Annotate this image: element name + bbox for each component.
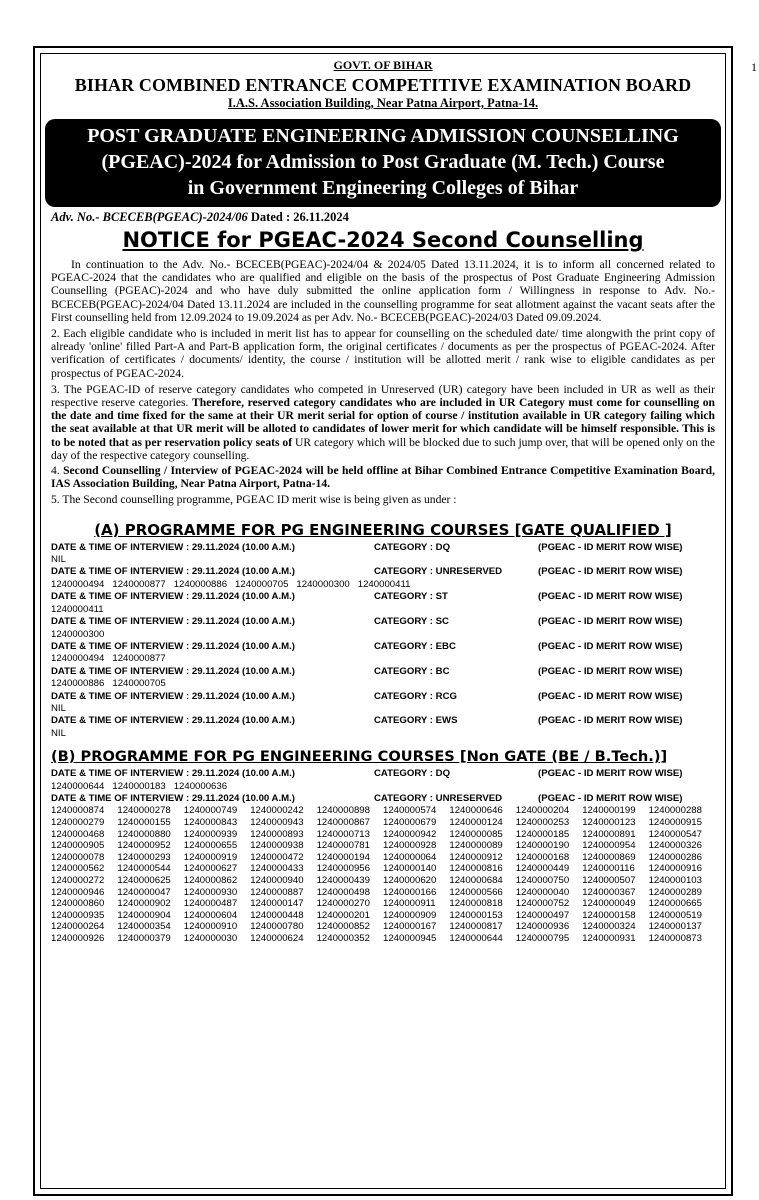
schedule-row — [51, 591, 715, 603]
pgeac-id: 1240000153 — [449, 909, 503, 921]
pgeac-id: 1240000040 — [515, 886, 570, 898]
pgeac-id: 1240000604 — [183, 909, 238, 921]
pgeac-id: 1240000089 — [449, 840, 503, 852]
pgeac-id: 1240000030 — [183, 932, 238, 944]
pgeac-id: 1240000679 — [383, 816, 437, 828]
pgeac-id: 1240000930 — [183, 886, 238, 898]
pgeac-id: 1240000137 — [648, 921, 702, 933]
pgeac-id: 1240000289 — [648, 886, 702, 898]
pgeac-id: 1240000946 — [51, 886, 105, 898]
merit-note: (PGEAC - ID MERIT ROW WISE) — [538, 792, 683, 804]
pgeac-id: 1240000852 — [316, 921, 370, 933]
interview-datetime: DATE & TIME OF INTERVIEW : 29.11.2024 (10.00 A.M.) — [51, 792, 295, 804]
pgeac-id: 1240000487 — [183, 898, 238, 910]
pgeac-id: 1240000926 — [51, 932, 105, 944]
unreserved-id-grid — [51, 805, 715, 944]
pgeac-id: 1240000242 — [250, 805, 304, 817]
pgeac-id: 1240000627 — [183, 863, 238, 875]
pgeac-id: 1240000293 — [117, 851, 171, 863]
category-label: CATEGORY : UNRESERVED — [374, 566, 503, 578]
pgeac-id: 1240000574 — [383, 805, 437, 817]
interview-datetime: DATE & TIME OF INTERVIEW : 29.11.2024 (10.00 A.M.) — [51, 690, 295, 702]
interview-datetime: DATE & TIME OF INTERVIEW : 29.11.2024 (10.00 A.M.) — [51, 715, 295, 727]
paragraph-5: 5. The Second counselling programme, PGEAC ID merit wise is being given as under : — [51, 493, 457, 507]
interview-datetime: DATE & TIME OF INTERVIEW : 29.11.2024 (10.00 A.M.) — [51, 541, 295, 553]
board-name: BIHAR COMBINED ENTRANCE COMPETITIVE EXAMINATION BOARD — [74, 75, 692, 95]
pgeac-id: 1240000158 — [582, 909, 636, 921]
pgeac-id-list: 1240000300 — [51, 628, 105, 640]
page-number: 1 — [751, 60, 757, 74]
category-label: CATEGORY : EWS — [374, 715, 458, 727]
pgeac-id: 1240000507 — [582, 874, 636, 886]
merit-note: (PGEAC - ID MERIT ROW WISE) — [538, 616, 683, 628]
pgeac-id: 1240000940 — [250, 874, 304, 886]
merit-note: (PGEAC - ID MERIT ROW WISE) — [538, 690, 683, 702]
programme-a-title: (A) PROGRAMME FOR PG ENGINEERING COURSES [GATE QUALIFIED ] — [94, 520, 672, 539]
adv-date: Dated : 26.11.2024 — [247, 210, 349, 224]
pgeac-id: 1240000939 — [183, 828, 238, 840]
pgeac-id: 1240000201 — [316, 909, 370, 921]
pgeac-id: 1240000449 — [515, 863, 570, 875]
pgeac-id: 1240000064 — [383, 851, 437, 863]
pgeac-id: 1240000867 — [316, 816, 370, 828]
schedule-row — [51, 641, 715, 653]
pgeac-id: 1240000928 — [383, 840, 437, 852]
pgeac-id: 1240000168 — [515, 851, 570, 863]
pgeac-id-list: 1240000494 1240000877 1240000886 1240000705 1240000300 1240000411 — [51, 578, 411, 590]
pgeac-id: 1240000116 — [582, 863, 635, 875]
pgeac-id: 1240000911 — [383, 898, 436, 910]
pgeac-id: 1240000713 — [316, 828, 370, 840]
pgeac-id: 1240000862 — [183, 874, 238, 886]
pgeac-id: 1240000439 — [316, 874, 370, 886]
pgeac-id: 1240000887 — [250, 886, 304, 898]
pgeac-id: 1240000646 — [449, 805, 503, 817]
pgeac-id: 1240000167 — [383, 921, 437, 933]
pgeac-id: 1240000085 — [449, 828, 503, 840]
pgeac-id: 1240000078 — [51, 851, 105, 863]
pgeac-id-list: 1240000644 1240000183 1240000636 — [51, 780, 228, 792]
pgeac-id: 1240000750 — [515, 874, 570, 886]
pgeac-id: 1240000874 — [51, 805, 105, 817]
title-banner — [45, 119, 721, 207]
pgeac-id: 1240000253 — [515, 816, 570, 828]
pgeac-id: 1240000919 — [183, 851, 238, 863]
pgeac-id-list: 1240000886 1240000705 — [51, 678, 166, 690]
programme-a-schedule — [51, 542, 715, 741]
pgeac-id: 1240000843 — [183, 816, 238, 828]
pgeac-id: 1240000194 — [316, 851, 370, 863]
merit-note: (PGEAC - ID MERIT ROW WISE) — [538, 640, 683, 652]
pgeac-id: 1240000204 — [515, 805, 570, 817]
pgeac-id: 1240000909 — [383, 909, 437, 921]
interview-datetime: DATE & TIME OF INTERVIEW : 29.11.2024 (10.00 A.M.) — [51, 591, 295, 603]
pgeac-id: 1240000817 — [449, 921, 503, 933]
pgeac-id: 1240000935 — [51, 909, 105, 921]
pgeac-id: 1240000954 — [582, 840, 636, 852]
interview-datetime: DATE & TIME OF INTERVIEW : 29.11.2024 (10.00 A.M.) — [51, 768, 295, 780]
pgeac-id: 1240000155 — [117, 816, 171, 828]
pgeac-id: 1240000905 — [51, 840, 105, 852]
pgeac-id: 1240000952 — [117, 840, 171, 852]
pgeac-id: 1240000902 — [117, 898, 171, 910]
pgeac-id: 1240000956 — [316, 863, 370, 875]
adv-number: Adv. No.- BCECEB(PGEAC)-2024/06 — [51, 210, 248, 224]
pgeac-id: 1240000781 — [316, 840, 370, 852]
banner-line-3: in Government Engineering Colleges of Bihar — [187, 177, 579, 199]
category-label: CATEGORY : DQ — [374, 541, 451, 553]
pgeac-id: 1240000272 — [51, 874, 105, 886]
notice-inner-frame — [40, 53, 726, 1189]
pgeac-id: 1240000566 — [449, 886, 503, 898]
pgeac-id: 1240000140 — [383, 863, 437, 875]
pgeac-id-list: NIL — [51, 702, 66, 714]
pgeac-id: 1240000860 — [51, 898, 105, 910]
pgeac-id: 1240000752 — [515, 898, 570, 910]
schedule-row — [51, 715, 715, 727]
pgeac-id: 1240000544 — [117, 863, 171, 875]
pgeac-id: 1240000278 — [117, 805, 171, 817]
pgeac-id: 1240000684 — [449, 874, 503, 886]
pgeac-id: 1240000916 — [648, 863, 702, 875]
category-label: CATEGORY : DQ — [374, 768, 451, 780]
pgeac-id: 1240000286 — [648, 851, 702, 863]
pgeac-id: 1240000185 — [515, 828, 570, 840]
govt-heading: GOVT. OF BIHAR — [333, 58, 433, 72]
schedule-row — [51, 666, 715, 678]
interview-datetime: DATE & TIME OF INTERVIEW : 29.11.2024 (10.00 A.M.) — [51, 616, 295, 628]
pgeac-id: 1240000936 — [515, 921, 570, 933]
pgeac-id: 1240000620 — [383, 874, 437, 886]
pgeac-id: 1240000199 — [582, 805, 636, 817]
banner-line-1: POST GRADUATE ENGINEERING ADMISSION COUNSELLING — [87, 125, 679, 147]
pgeac-id: 1240000655 — [183, 840, 238, 852]
pgeac-id: 1240000498 — [316, 886, 370, 898]
pgeac-id: 1240000904 — [117, 909, 171, 921]
paragraph-3 — [51, 383, 715, 462]
category-label: CATEGORY : SC — [374, 616, 449, 628]
programme-b-schedule — [51, 768, 715, 944]
pgeac-id: 1240000147 — [250, 898, 304, 910]
pgeac-id: 1240000873 — [648, 932, 702, 944]
pgeac-id: 1240000123 — [582, 816, 636, 828]
pgeac-id: 1240000915 — [648, 816, 702, 828]
pgeac-id: 1240000468 — [51, 828, 105, 840]
pgeac-id: 1240000625 — [117, 874, 171, 886]
category-label: CATEGORY : EBC — [374, 640, 456, 652]
pgeac-id: 1240000433 — [250, 863, 304, 875]
pgeac-id: 1240000519 — [648, 909, 702, 921]
paragraph-4 — [51, 464, 715, 490]
paragraph-3-end: UR category which will be blocked due to such jump over, that will be opened only on the day of the respective category counselling. — [51, 435, 715, 462]
interview-datetime: DATE & TIME OF INTERVIEW : 29.11.2024 (10.00 A.M.) — [51, 566, 295, 578]
merit-note: (PGEAC - ID MERIT ROW WISE) — [538, 566, 683, 578]
pgeac-id: 1240000166 — [383, 886, 437, 898]
pgeac-id: 1240000938 — [250, 840, 304, 852]
pgeac-id: 1240000190 — [515, 840, 570, 852]
pgeac-id: 1240000448 — [250, 909, 304, 921]
category-label: CATEGORY : BC — [374, 665, 450, 677]
paragraph-1: In continuation to the Adv. No.- BCECEB(PGEAC)-2024/04 & 2024/05 Dated 13.11.2024, it is to inform all concerned related to PGEAC-2024 that the candidates who are qualified and eligible on the basis of the prospectus of Post Graduate Engineering Admission Counselling (PGEAC)-2024 and who have duly submitted the online application form / Willingness in response to Adv. No.- BCECEB(PGEAC)-2024/04 Dated 13.11.2024 are included in the counselling programme for seat allotment against the vacant seats after the First counselling held from 12.09.2024 to 19.09.2024 as per Adv. No.- BCECEB(PGEAC)-2024/03 Dated 09.09.2024. — [51, 258, 715, 324]
pgeac-id: 1240000103 — [648, 874, 702, 886]
pgeac-id: 1240000931 — [582, 932, 636, 944]
pgeac-id: 1240000891 — [582, 828, 636, 840]
board-address: I.A.S. Association Building, Near Patna Airport, Patna-14. — [227, 96, 539, 110]
pgeac-id: 1240000288 — [648, 805, 702, 817]
interview-datetime: DATE & TIME OF INTERVIEW : 29.11.2024 (10.00 A.M.) — [51, 665, 295, 677]
category-label: CATEGORY : RCG — [374, 690, 457, 702]
pgeac-id: 1240000818 — [449, 898, 503, 910]
pgeac-id-list: NIL — [51, 727, 66, 739]
pgeac-id: 1240000945 — [383, 932, 437, 944]
pgeac-id-list: NIL — [51, 554, 66, 566]
pgeac-id: 1240000047 — [117, 886, 171, 898]
programme-b-title: (B) PROGRAMME FOR PG ENGINEERING COURSES [Non GATE (BE / B.Tech.)] — [51, 748, 668, 766]
paragraph-3-bold: Therefore, reserved category candidates who are included in UR Category must come for counselling on the date and time fixed for the same at their UR merit serial for option of course / institution available in UR category failing which the seat available at that UR merit will be alloted to candidates of lower merit for which candidate will be himself responsible. This is to be noted that as per reservation policy seats of — [51, 396, 716, 449]
pgeac-id: 1240000912 — [449, 851, 503, 863]
pgeac-id: 1240000816 — [449, 863, 503, 875]
paragraph-3-intro: 3. The PGEAC-ID of reserve category candidates who competed in Unreserved (UR) category have been included in UR as well as their respective reserve categories. — [51, 382, 715, 410]
pgeac-id: 1240000352 — [316, 932, 370, 944]
pgeac-id: 1240000624 — [250, 932, 304, 944]
pgeac-id-list: 1240000494 1240000877 — [51, 653, 166, 665]
category-label: CATEGORY : ST — [374, 591, 448, 603]
banner-line-2: (PGEAC)-2024 for Admission to Post Graduate (M. Tech.) Course — [101, 151, 665, 173]
pgeac-id: 1240000326 — [648, 840, 702, 852]
paragraph-4-number: 4. — [51, 464, 64, 478]
schedule-row — [51, 566, 715, 578]
pgeac-id: 1240000379 — [117, 932, 171, 944]
merit-note: (PGEAC - ID MERIT ROW WISE) — [538, 591, 683, 603]
pgeac-id: 1240000644 — [449, 932, 503, 944]
pgeac-id: 1240000279 — [51, 816, 105, 828]
paragraph-2: 2. Each eligible candidate who is included in merit list has to appear for counselling on the scheduled date/ time alongwith the print copy of already 'online' filled Part-A and Part-B application form, the original certificates / documents as per the prospectus of PGEAC-2024. After verification of certificates / documents/ identity, the course / institution will be allotted merit / rank wise to eligible candidates as per prospectus of PGEAC-2024. — [51, 327, 715, 380]
pgeac-id: 1240000049 — [582, 898, 636, 910]
pgeac-id: 1240000665 — [648, 898, 702, 910]
paragraph-4-bold: Second Counselling / Interview of PGEAC-2024 will be held offline at Bihar Combined Entrance Competitive Examination Board, IAS Association Building, Near Patna Airport, Patna-14. — [51, 464, 716, 491]
pgeac-id: 1240000497 — [515, 909, 570, 921]
notice-frame — [33, 46, 733, 1196]
pgeac-id: 1240000367 — [582, 886, 636, 898]
interview-datetime: DATE & TIME OF INTERVIEW : 29.11.2024 (10.00 A.M.) — [51, 640, 295, 652]
notice-title: NOTICE for PGEAC-2024 Second Counselling — [122, 228, 644, 252]
pgeac-id: 1240000562 — [51, 863, 105, 875]
advertisement-number — [51, 210, 715, 225]
merit-note: (PGEAC - ID MERIT ROW WISE) — [538, 665, 683, 677]
pgeac-id: 1240000324 — [582, 921, 636, 933]
merit-note: (PGEAC - ID MERIT ROW WISE) — [538, 541, 683, 553]
pgeac-id: 1240000943 — [250, 816, 304, 828]
schedule-row — [51, 616, 715, 628]
pgeac-id-list: 1240000411 — [51, 603, 104, 615]
category-label: CATEGORY : UNRESERVED — [374, 792, 503, 804]
pgeac-id: 1240000264 — [51, 921, 105, 933]
pgeac-id: 1240000910 — [183, 921, 238, 933]
pgeac-id: 1240000893 — [250, 828, 304, 840]
pgeac-id: 1240000795 — [515, 932, 570, 944]
pgeac-id: 1240000270 — [316, 898, 370, 910]
schedule-row — [51, 768, 715, 780]
pgeac-id: 1240000749 — [183, 805, 238, 817]
pgeac-id: 1240000547 — [648, 828, 702, 840]
merit-note: (PGEAC - ID MERIT ROW WISE) — [538, 715, 683, 727]
pgeac-id: 1240000898 — [316, 805, 370, 817]
pgeac-id: 1240000869 — [582, 851, 636, 863]
pgeac-id: 1240000780 — [250, 921, 304, 933]
pgeac-id: 1240000124 — [449, 816, 503, 828]
pgeac-id: 1240000354 — [117, 921, 171, 933]
pgeac-id: 1240000880 — [117, 828, 171, 840]
schedule-row — [51, 542, 715, 554]
pgeac-id: 1240000472 — [250, 851, 304, 863]
pgeac-id: 1240000942 — [383, 828, 437, 840]
schedule-row — [51, 793, 715, 805]
schedule-row — [51, 691, 715, 703]
merit-note: (PGEAC - ID MERIT ROW WISE) — [538, 768, 683, 780]
